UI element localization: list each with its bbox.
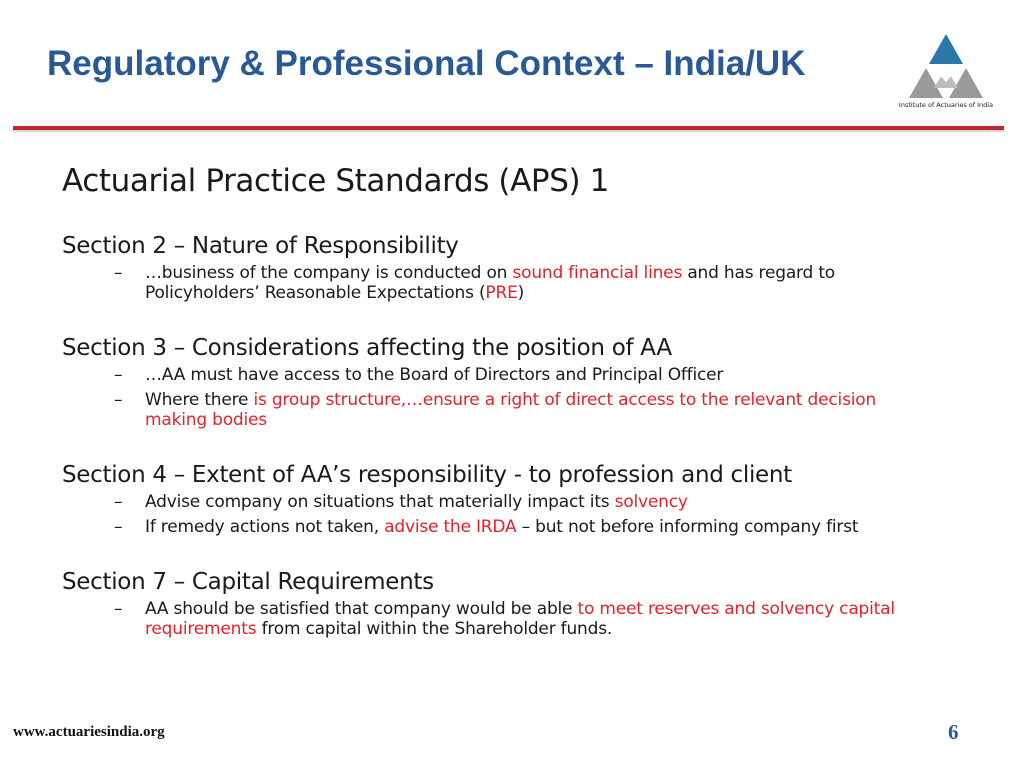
bullet-item [62, 599, 942, 639]
bullet-text: and has regard to Policyholders’ Reasonable Expectations ( [145, 263, 835, 303]
slide-subtitle: Actuarial Practice Standards (APS) 1 [62, 163, 609, 199]
section-heading: Section 3 – Considerations affecting the position of AA [62, 335, 672, 361]
bullet-text: …AA must have access to the Board of Directors and Principal Officer [145, 365, 724, 385]
header-divider-shadow [13, 130, 1004, 132]
bullet-list [62, 365, 942, 430]
bullet-text: AA should be satisfied that company would be able [145, 599, 578, 619]
slide-title: Regulatory & Professional Context – India/UK [47, 44, 806, 83]
page-number: 6 [948, 720, 959, 744]
institute-logo [896, 30, 996, 110]
bullet-dash: – [114, 492, 123, 512]
sections-container [62, 231, 942, 639]
bullet-text: Advise company on situations that materially impact its [145, 492, 615, 512]
bullet-item [62, 390, 942, 430]
highlighted-text: advise the IRDA [384, 517, 517, 537]
bullet-item [62, 492, 942, 512]
bullet-list [62, 492, 942, 537]
bullet-item [62, 517, 942, 537]
bullet-item [62, 365, 942, 385]
section-heading: Section 4 – Extent of AA’s responsibility - to profession and client [62, 462, 792, 488]
bullet-text: ) [517, 283, 525, 303]
section-block [62, 460, 942, 537]
bullet-list [62, 599, 942, 639]
bullet-dash: – [114, 263, 123, 283]
bullet-text: – but not before informing company first [516, 517, 859, 537]
slide-content [62, 163, 942, 669]
highlighted-text: sound financial lines [512, 263, 683, 283]
bullet-text: …business of the company is conducted on [145, 263, 513, 283]
highlighted-text: to meet reserves and solvency capital requirements [145, 599, 895, 639]
footer-website-url: www.actuariesindia.org [13, 724, 165, 740]
section-block [62, 567, 942, 639]
bullet-dash: – [114, 365, 123, 385]
bullet-dash: – [114, 599, 123, 619]
bullet-text: Where there [145, 390, 254, 410]
logo-caption: Institute of Actuaries of India [898, 101, 994, 109]
highlighted-text: solvency [614, 492, 688, 512]
bullet-text: If remedy actions not taken, [145, 517, 385, 537]
bullet-text: from capital within the Shareholder funds. [256, 619, 613, 639]
highlighted-text: PRE [485, 283, 518, 303]
section-block [62, 333, 942, 430]
bullet-list [62, 263, 942, 303]
bullet-dash: – [114, 517, 123, 537]
highlighted-text: is group structure,…ensure a right of direct access to the relevant decision making bodies [145, 390, 877, 430]
section-heading: Section 7 – Capital Requirements [62, 569, 434, 595]
section-block [62, 231, 942, 303]
bullet-item [62, 263, 942, 303]
section-heading: Section 2 – Nature of Responsibility [62, 233, 459, 259]
logo-triangles [909, 34, 983, 98]
bullet-dash: – [114, 390, 123, 410]
